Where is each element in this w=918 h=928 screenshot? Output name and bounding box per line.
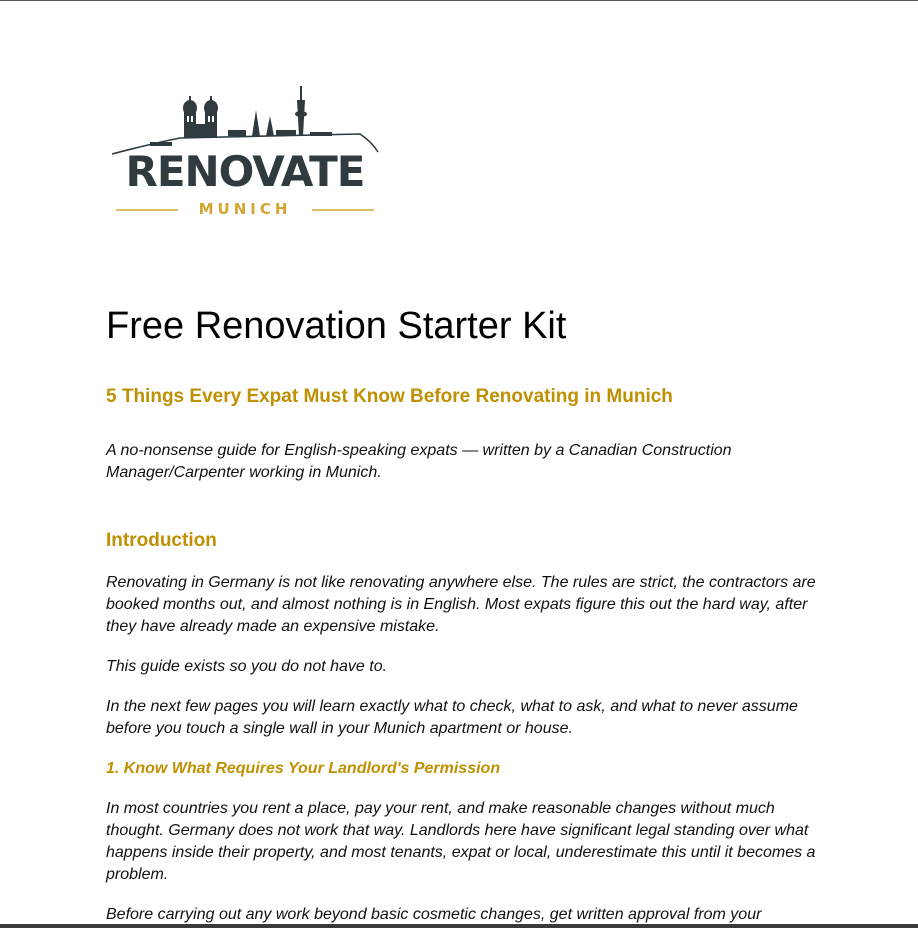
munich-skyline-icon [110, 84, 380, 156]
logo-city: MUNICH [198, 200, 292, 218]
document-title: Free Renovation Starter Kit [106, 305, 567, 347]
section-1-heading: 1. Know What Requires Your Landlord's Permission [106, 760, 501, 777]
section-1-paragraph: Before carrying out any work beyond basic cosmetic changes, get written approval from your [106, 906, 762, 923]
bottom-border [0, 924, 918, 928]
intro-line: A no-nonsense guide for English-speaking expats — written by a Canadian Construction Manager/Carpenter working in Munich. [106, 442, 732, 481]
introduction-heading: Introduction [106, 530, 217, 551]
document-body [106, 572, 816, 928]
section-1-paragraph: In most countries you rent a place, pay your rent, and make reasonable changes without much thought. Germany does not work that way. Landlords here have significant legal standing over what happens inside their property, and most tenants, expat or local, underestimate this until it becomes a problem. [106, 800, 816, 883]
renovate-munich-logo [110, 84, 380, 220]
introduction-paragraph: In the next few pages you will learn exactly what to check, what to ask, and what to never assume before you touch a single wall in your Munich apartment or house. [106, 698, 798, 737]
introduction-paragraph: This guide exists so you do not have to. [106, 658, 388, 675]
introduction-paragraph: Renovating in Germany is not like renovating anywhere else. The rules are strict, the contractors are booked months out, and almost nothing is in English. Most expats figure this out the hard way, after they have already made an expensive mistake. [106, 574, 816, 635]
logo-wordmark: RENOVATE [125, 147, 365, 196]
top-border [0, 0, 918, 1]
document-subtitle: 5 Things Every Expat Must Know Before Renovating in Munich [106, 386, 673, 407]
